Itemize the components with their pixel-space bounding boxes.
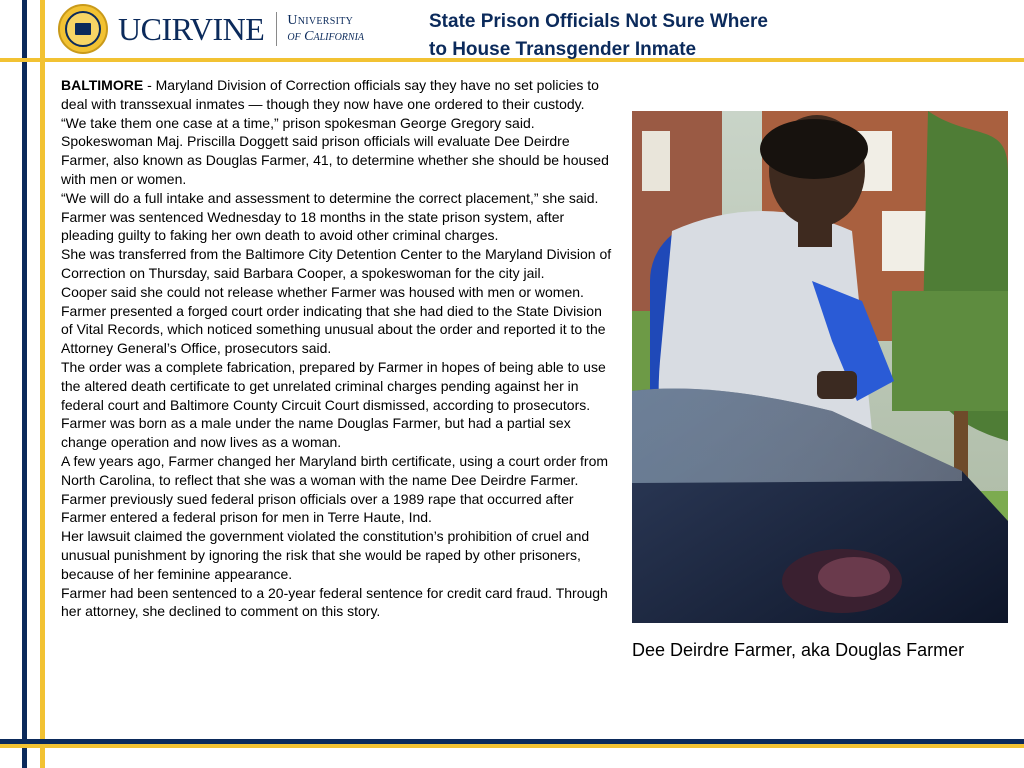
photo-illustration <box>632 111 1008 623</box>
page-title <box>429 8 859 64</box>
photo-caption: Dee Deirdre Farmer, aka Douglas Farmer <box>632 640 965 660</box>
logo-university-line: University <box>287 13 354 28</box>
article-body <box>61 76 613 621</box>
article-paragraph: Farmer had been sentenced to a 20-year federal sentence for credit card fraud. Through her attorney, she declined to comment on this story. <box>61 584 608 620</box>
article-paragraph: Farmer presented a forged court order indicating that she had died to the State Division of Vital Records, which noticed something unusual about the order and reported it to the Attorney General’s Office, prosecutors said. <box>61 302 606 357</box>
article-paragraph: She was transferred from the Baltimore City Detention Center to the Maryland Division of Correction on Thursday, said Barbara Cooper, a spokeswoman for the city jail. <box>61 246 612 281</box>
uc-seal-icon <box>58 4 108 54</box>
article-paragraph: Her lawsuit claimed the government violated the constitution’s prohibition of cruel and unusual punishment by ignoring the risk that she would be raped by other prisoners, because of her feminine appearance. <box>61 528 590 582</box>
uci-logo <box>58 2 364 56</box>
article-paragraph: A few years ago, Farmer changed her Maryland birth certificate, using a court order from North Carolina, to reflect that she was a woman with the name Dee Deirdre Farmer. <box>61 452 609 488</box>
title-line-1: State Prison Officials Not Sure Where <box>429 11 768 32</box>
article-paragraph <box>61 76 613 114</box>
article-paragraph: “We will do a full intake and assessment to determine the correct placement,” she said. <box>61 189 599 206</box>
article-paragraph: The order was a complete fabrication, prepared by Farmer in hopes of being able to use the altered death certificate to get unrelated criminal charges pending against her in federal court and Baltimore County Circuit Court dismissed, according to prosecutors. <box>61 358 606 413</box>
article-paragraph: Farmer previously sued federal prison officials over a 1989 rape that occurred after Farmer entered a federal prison for men in Terre Haute, Ind. <box>61 490 574 526</box>
footer-gold-rule <box>0 744 1024 748</box>
logo-of-california-line <box>287 29 364 45</box>
logo-separator <box>276 12 277 46</box>
logo-university <box>287 13 364 45</box>
article-paragraph: “We take them one case at a time,” prison spokesman George Gregory said. <box>61 114 535 131</box>
article-paragraph: Farmer was born as a male under the name Douglas Farmer, but had a partial sex change operation and now lives as a woman. <box>61 415 571 451</box>
logo-brand <box>118 11 264 48</box>
lead-text: - Maryland Division of Correction officials say they have no set policies to deal with transsexual inmates — though they now have one ordered to their custody. <box>61 77 599 112</box>
article-paragraph: Spokeswoman Maj. Priscilla Doggett said prison officials will evaluate Dee Deirdre Farmer, also known as Douglas Farmer, 41, to determine whether she should be housed with men or women. <box>61 133 609 187</box>
left-gold-stripe <box>40 0 45 768</box>
logo-brand-text: UCIRVINE <box>118 10 265 47</box>
left-navy-stripe <box>22 0 27 768</box>
article-paragraph: Farmer was sentenced Wednesday to 18 months in the state prison system, after pleading guilty to faking her own death to avoid other criminal charges. <box>61 208 565 244</box>
dateline: BALTIMORE <box>61 77 144 93</box>
article-paragraph: Cooper said she could not release whether Farmer was housed with men or women. <box>61 283 584 300</box>
title-line-2: to House Transgender Inmate <box>429 39 697 60</box>
logo-of-california-text: of California <box>287 29 365 44</box>
news-photo <box>632 111 1008 623</box>
